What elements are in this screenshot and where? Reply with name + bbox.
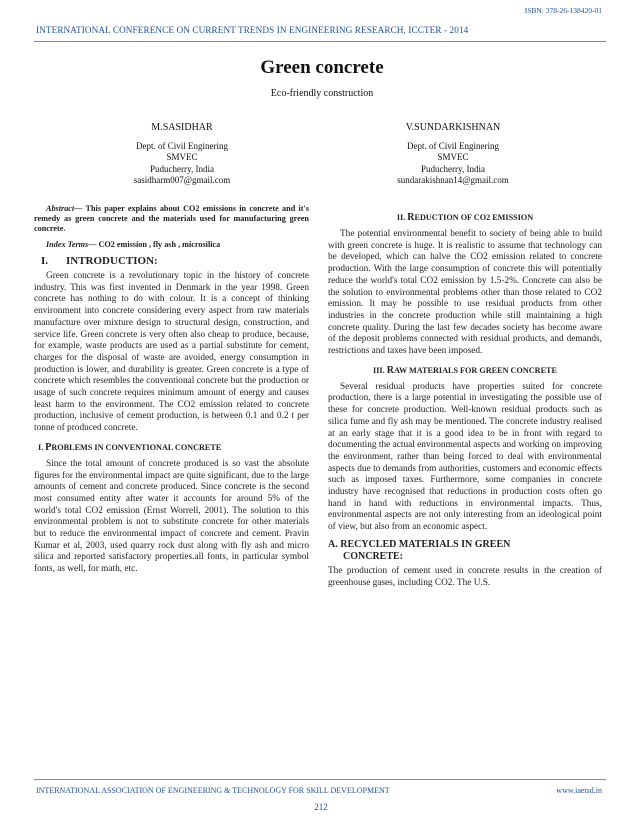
author-location: Puducherry, India — [421, 163, 485, 174]
index-terms-text: — CO2 emission , fly ash , microsilica — [88, 240, 221, 249]
page-number: 212 — [314, 802, 328, 812]
footer-divider — [34, 779, 606, 780]
author-email: sundarakishnan14@gmail.com — [397, 175, 509, 185]
reduction-paragraph: The potential environmental benefit to society of being able to build with green concrete is huge. It is realistic to assume that technology can be developed, which can halve the CO2 emission related to concrete production. With the large consumption of concrete this will potentially reduce the world's total CO2 emission by 1.5-2%. Concrete can also be the solution to environmental problems other than those related to CO2 emission. It may be possible to use residual products from other industries in the concrete production while still maintaining a high concrete quality. During the last few decades society has become aware of the deposit problems connected with residual products, and demands, restrictions and taxes have been imposed. — [328, 229, 602, 357]
conference-header: INTERNATIONAL CONFERENCE ON CURRENT TRENDS IN ENGINEERING RESEARCH, ICCTER - 2014 — [36, 25, 469, 35]
recycled-paragraph: The production of cement used in concrete results in the creation of greenhouse gases, including CO2. The U.S. — [328, 565, 602, 588]
section-heading-problems — [34, 443, 309, 453]
introduction-paragraph: Green concrete is a revolutionary topic in the history of concrete industry. This was first invented in Denmark in the year 1998. Green concrete has nothing to do with colour. It is a concept of thinking environment into concrete considering every aspect from raw materials manufacture over mixture design to structural design, construction, and service life. Green concrete is very often also cheap to produce, because, for example, waste products are used as a partial substitute for cement, charges for the disposal of waste are avoided, energy consumption in production is lower, and durability is greater. Green concrete is a type of concrete which resembles the conventional concrete but the production or usage of such concrete requires minimum amount of energy and causes least harm to the environment. The CO2 emission related to concrete production, inclusive of cement production, is between 0.1 and 0.2 t per tonne of produced concrete. — [34, 271, 309, 434]
author-block-2 — [363, 122, 543, 187]
footer-organization: INTERNATIONAL ASSOCIATION OF ENGINEERING & TECHNOLOGY FOR SKILL DEVELOPMENT — [36, 786, 390, 795]
author-name: M.SASIDHAR — [151, 122, 213, 133]
section-number: II. — [396, 213, 406, 222]
author-block-1 — [92, 122, 272, 187]
author-department: Dept. of Civil Enginering — [407, 140, 499, 151]
section-initial: R — [386, 364, 394, 376]
raw-materials-paragraph: Several residual products have properties suited for concrete production, there is a large potential in investigating the possible use of these for concrete production. Well-known residual products such as silica fume and fly ash may be mentioned. The concrete industry realised at an early stage that it is a good idea to be in front with regard to documenting the actual environmental aspects and working on improving the environment, rather than being forced to deal with environmental aspects due to demands from authorities, customers and economic effects such as imposed taxes. Furthermore, some companies in concrete industry have recognised that reductions in production costs often go hand in hand with reductions in environmental impacts. Thus, environmental aspects are not only interesting from an ideological point of view, but also from an economic aspect. — [328, 381, 602, 533]
subsection-heading-recycled — [328, 539, 602, 563]
section-title: EDUCTION OF CO2 EMISSION — [414, 213, 534, 222]
section-number: I. — [41, 255, 49, 267]
isbn-label: ISBN: 378-26-138420-01 — [524, 6, 602, 15]
section-heading-reduction — [328, 213, 602, 223]
paper-subtitle: Eco-friendly construction — [270, 88, 374, 99]
subsection-title-line1: A. RECYCLED MATERIALS IN GREEN — [328, 538, 511, 550]
subsection-title-line2: CONCRETE: — [343, 550, 404, 562]
abstract-label: Abstract— — [46, 204, 83, 213]
author-department: Dept. of Civil Enginering — [136, 140, 228, 151]
problems-paragraph: Since the total amount of concrete produced is so vast the absolute figures for the environmental impact are quite significant, due to the large amounts of cement and concrete produced. Since concrete is the second most consumed entity after water it accounts for around 5% of the world's total CO2 emission (Ernst Worrell, 2001). The solution to this environmental problem is not to substitute concrete for other materials but to reduce the environmental impact of concrete and cement. Pravin Kumar et al, 2003, used quarry rock dust along with fly ash and micro silica and reported satisfactory properties.all fonts, in particular symbol fonts, as well, for math, etc. — [34, 458, 309, 575]
section-heading-raw-materials — [328, 366, 602, 376]
author-institution: SMVEC — [437, 152, 469, 162]
author-name: V.SUNDARKISHNAN — [405, 122, 501, 133]
author-location: Puducherry, India — [150, 163, 214, 174]
footer-website: www.iaetsd.in — [556, 786, 602, 795]
author-institution: SMVEC — [166, 152, 198, 162]
index-terms-label: Index Terms — [46, 240, 89, 249]
right-column — [328, 204, 602, 589]
left-column — [34, 204, 309, 576]
abstract — [34, 204, 309, 234]
section-initial: P — [45, 441, 52, 453]
section-heading-introduction — [34, 255, 309, 268]
section-title: INTRODUCTION: — [66, 255, 158, 267]
section-number: III. — [373, 365, 385, 375]
paper-title: Green concrete — [260, 57, 384, 78]
section-number: I. — [38, 442, 44, 452]
index-terms — [34, 240, 309, 250]
section-title: AW MATERIALS FOR GREEN CONCRETE — [393, 365, 557, 375]
section-title: ROBLEMS IN CONVENTIONAL CONCRETE — [51, 442, 222, 452]
section-initial: R — [407, 212, 415, 223]
author-email: sasidharm007@gmail.com — [133, 175, 231, 185]
header-divider — [34, 41, 606, 42]
abstract-text: This paper explains about CO2 emissions in concrete and it's remedy as green concrete and the materials used for manufacturing green concrete. — [34, 204, 309, 233]
